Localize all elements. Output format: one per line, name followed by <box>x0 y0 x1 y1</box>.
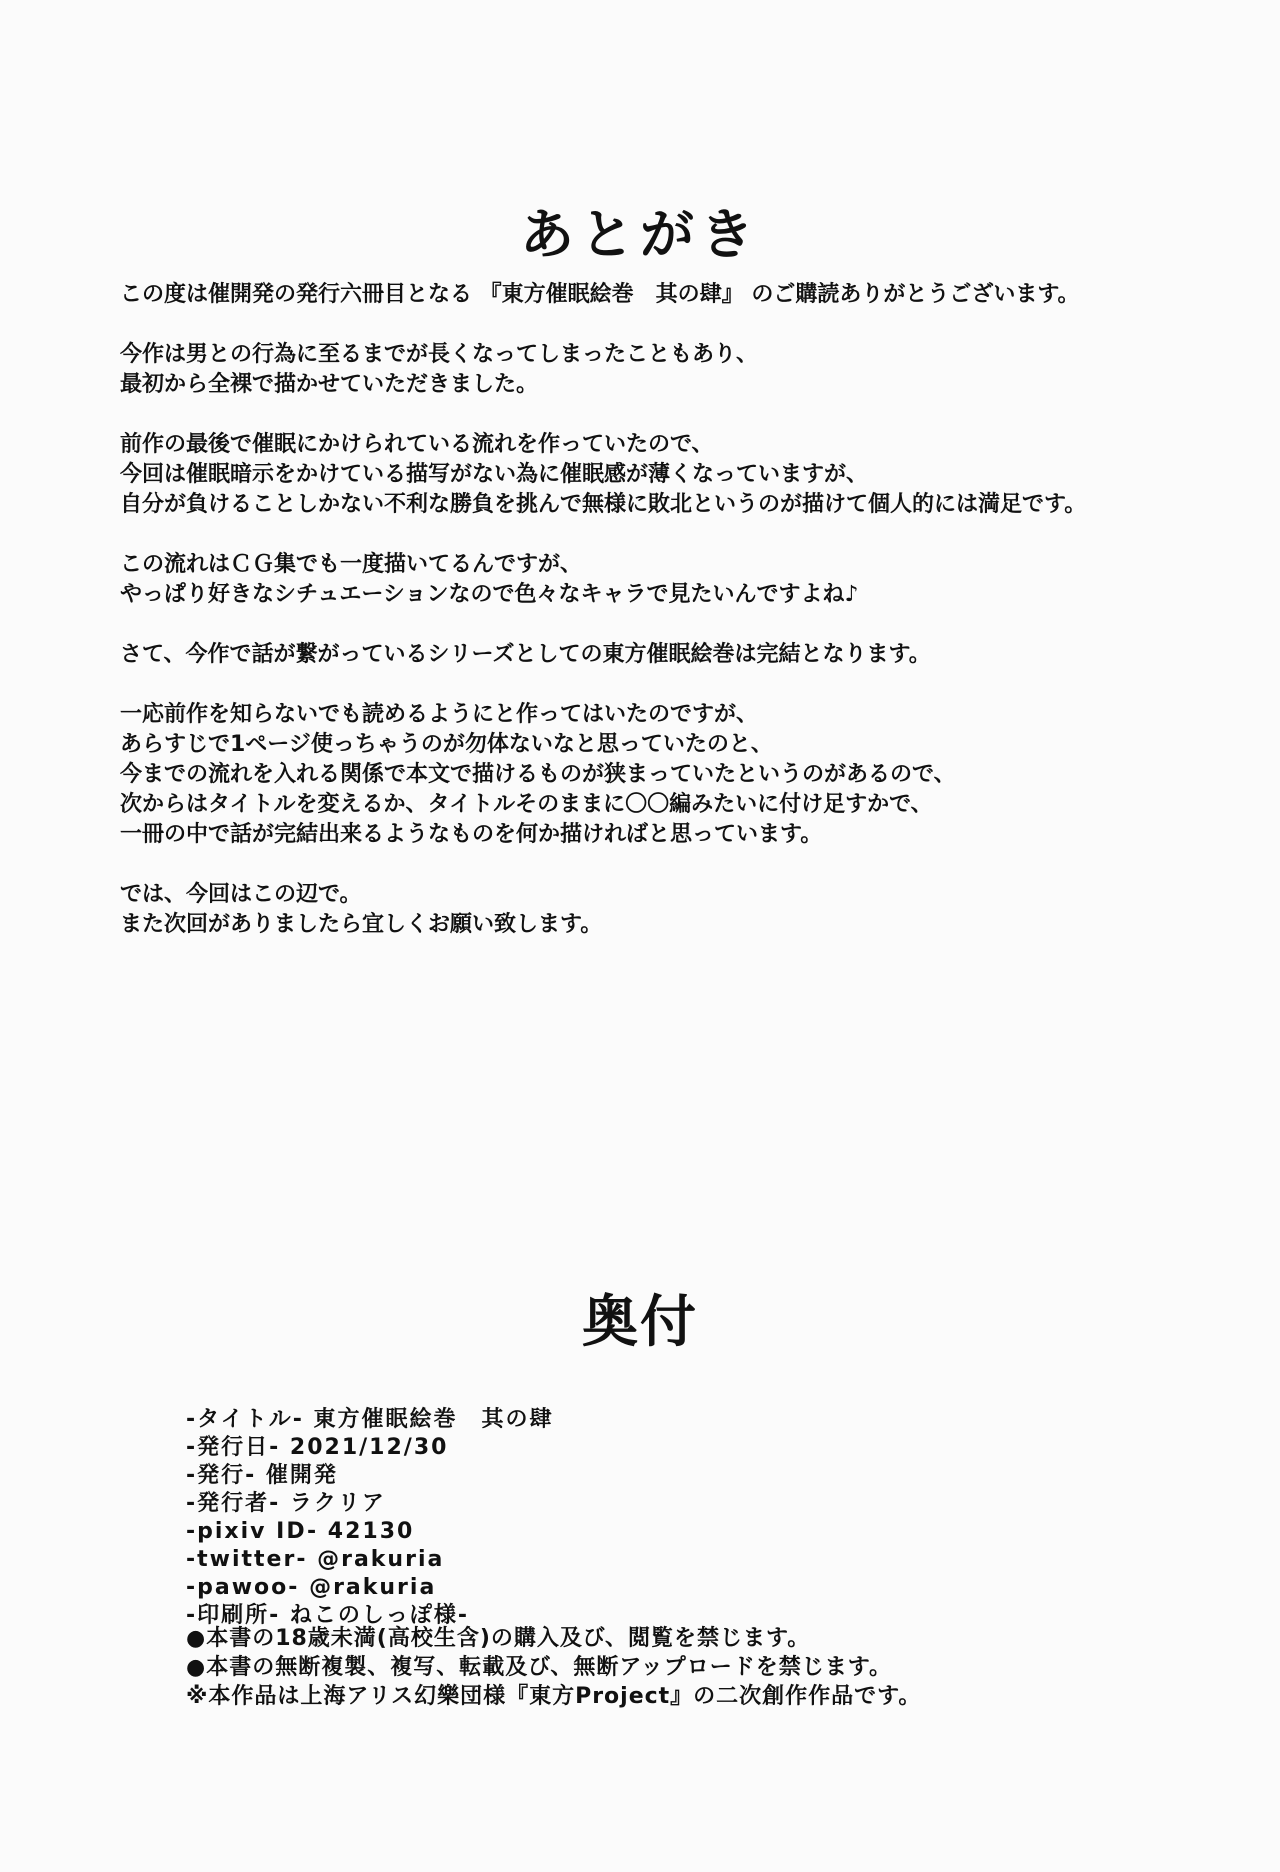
colophon-publisher-entry: -発行- 催開発 <box>186 1463 338 1488</box>
copy-prohibition-notice: ●本書の無断複製、複写、転載及び、無断アップロードを禁じます。 <box>186 1655 893 1680</box>
text-line: 前作の最後で催眠にかけられている流れを作っていたので、 <box>120 432 714 457</box>
text-line: 次からはタイトルを変えるか、タイトルそのままに〇〇編みたいに付け足すかで、 <box>120 792 933 817</box>
colophon-pixiv-entry: -pixiv ID- 42130 <box>186 1519 415 1544</box>
afterword-paragraph <box>120 430 1180 520</box>
derivative-work-notice: ※本作品は上海アリス幻樂団様『東方Project』の二次創作作品です。 <box>186 1684 922 1709</box>
text-line: 最初から全裸で描かせていただきました。 <box>120 372 539 397</box>
text-line: この流れはＣＧ集でも一度描いてるんですが、 <box>120 552 583 577</box>
text-line: また次回がありましたら宜しくお願い致します。 <box>120 912 603 937</box>
text-line: あらすじで1ページ使っちゃうのが勿体ないなと思っていたのと、 <box>120 732 773 757</box>
afterword-paragraph <box>120 640 1180 670</box>
afterword-body <box>120 280 1180 970</box>
text-line: やっぱり好きなシチュエーションなので色々なキャラで見たいんですよね♪ <box>120 582 859 607</box>
colophon-notices <box>186 1624 921 1711</box>
afterword-paragraph <box>120 280 1180 310</box>
afterword-paragraph <box>120 700 1180 850</box>
afterword-paragraph <box>120 880 1180 940</box>
text-line: 一応前作を知らないでも読めるようにと作ってはいたのですが、 <box>120 702 759 727</box>
colophon-title: 奥付 <box>582 1290 698 1355</box>
colophon-pawoo-entry: -pawoo- @rakuria <box>186 1575 437 1600</box>
age-restriction-notice: ●本書の18歳未満(高校生含)の購入及び、閲覧を禁じます。 <box>186 1626 811 1651</box>
afterword-paragraph <box>120 550 1180 610</box>
colophon-twitter-entry: -twitter- @rakuria <box>186 1547 445 1572</box>
colophon-entries <box>186 1406 553 1630</box>
colophon-date-entry: -発行日- 2021/12/30 <box>186 1435 449 1460</box>
text-line: さて、今作で話が繋がっているシリーズとしての東方催眠絵巻は完結となります。 <box>120 642 931 667</box>
text-line: 一冊の中で話が完結出来るようなものを何か描ければと思っています。 <box>120 822 823 847</box>
colophon-title-entry: -タイトル- 東方催眠絵巻 其の肆 <box>186 1407 554 1432</box>
text-line: 今作は男との行為に至るまでが長くなってしまったこともあり、 <box>120 342 759 367</box>
colophon-author-entry: -発行者- ラクリア <box>186 1491 386 1516</box>
text-line: 今までの流れを入れる関係で本文で描けるものが狭まっていたというのがあるので、 <box>120 762 956 787</box>
colophon-printer-entry: -印刷所- ねこのしっぽ様- <box>186 1603 470 1628</box>
text-line: 今回は催眠暗示をかけている描写がない為に催眠感が薄くなっていますが、 <box>120 462 869 487</box>
afterword-title: あとがき <box>520 202 760 266</box>
text-line: この度は催開発の発行六冊目となる 『東方催眠絵巻 其の肆』 のご購読ありがとうございます。 <box>120 282 1080 307</box>
afterword-paragraph <box>120 340 1180 400</box>
text-line: では、今回はこの辺で。 <box>120 882 362 907</box>
text-line: 自分が負けることしかない不利な勝負を挑んで無様に敗北というのが描けて個人的には満足です。 <box>120 492 1087 517</box>
